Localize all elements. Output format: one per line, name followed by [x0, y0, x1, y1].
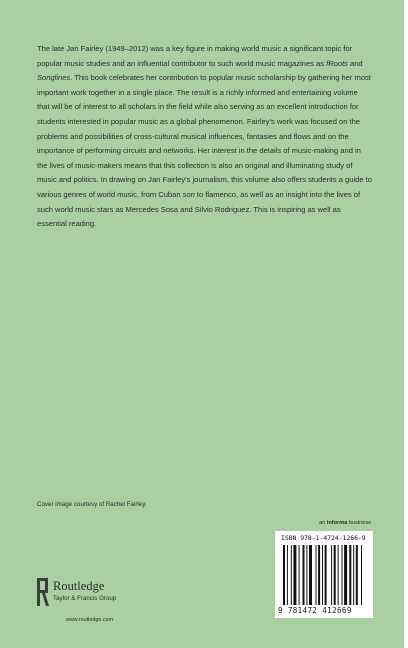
informa-business-tag [319, 520, 371, 526]
magazine-title: fRoots [326, 58, 348, 68]
genre-term: son [182, 189, 195, 199]
informa-suffix: business [348, 520, 371, 526]
informa-prefix: an [319, 520, 326, 526]
description-text: . This book celebrates her contribution to popular music scholarship by gathering her most important work together in a single place. The result is a richly informed and entertaining volume that will be of interest to all scholars in the field while also serving as an excellent introduction for students interested in popular music as a global phenomenon. Fairley’s work was focused on the problems and possibilities of cross-cultural musical influences, fantasies and flows and on the importance of performing circuits and networks. Her interest in the details of music-making and in the lives of music-makers means that this collection is also an original and illuminating study of music and politics. In drawing on Jan Fairley’s journalism, this volume also offers students a guide to various genres of world music, from Cuban [37, 73, 372, 199]
publisher-url: www.routledge.com [66, 617, 114, 623]
publisher-group: Taylor & Francis Group [53, 595, 117, 602]
description-text: The late Jan Fairley (1949–2012) was a key figure in making world music a significant topic for popular music studies and an influential contributor to such world music magazines as [37, 44, 353, 68]
barcode-icon [283, 545, 367, 605]
publisher-name: Routledge [53, 579, 105, 593]
informa-brand: informa [326, 520, 348, 526]
barcode-panel [275, 531, 373, 618]
cover-image-credit: Cover image courtesy of Rachel Fairley. [37, 501, 147, 508]
magazine-title: Songlines [37, 73, 71, 83]
description-text: and [347, 58, 363, 68]
description-paragraph [37, 42, 372, 232]
book-description [37, 42, 372, 232]
barcode-digits: 9 781472 412669 [278, 606, 352, 615]
routledge-mark-icon [37, 578, 49, 606]
isbn-label: ISBN 978-1-4724-1266-9 [281, 534, 366, 542]
description-text: to flamenco, as well as an insight into the lives of such world music stars as Mercedes Sosa and Silvio Rodriguez. This is inspiring as well as essential reading. [37, 189, 361, 229]
